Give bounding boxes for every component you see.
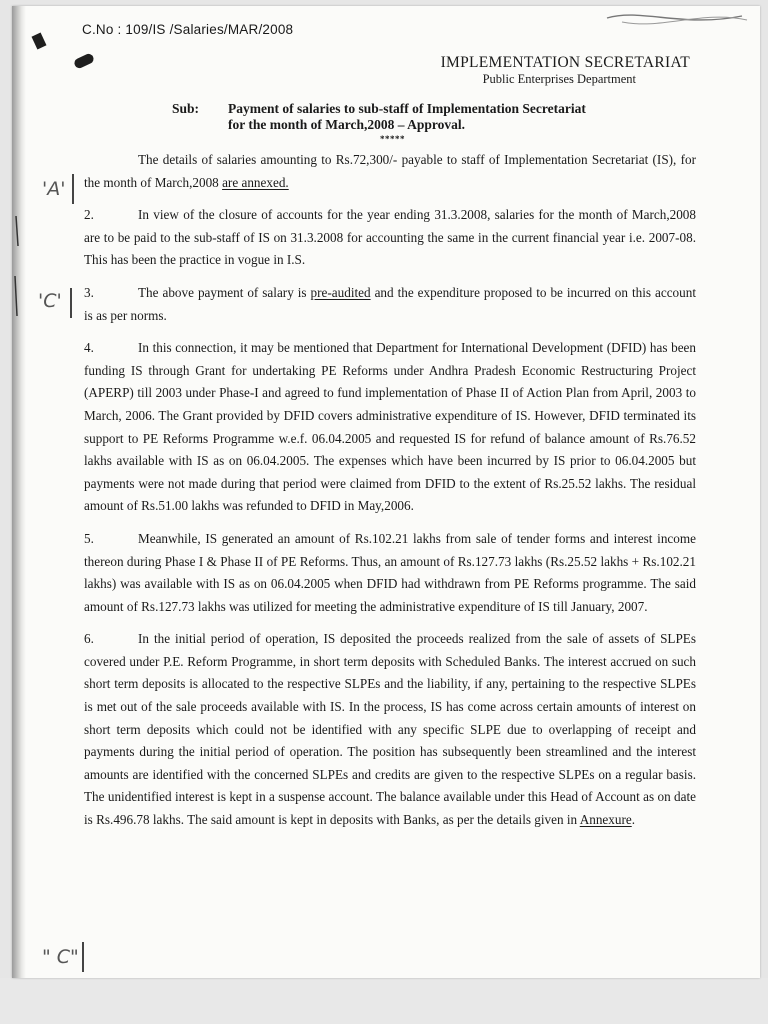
margin-note-c2: " C" [42, 946, 79, 968]
subject-block [172, 101, 692, 133]
paragraph-6-number: 6. [84, 631, 94, 647]
paragraph-3-underlined: pre-audited [310, 284, 371, 300]
paragraph-3-number: 3. [84, 284, 94, 300]
punch-hole-mid [73, 52, 95, 70]
paragraph-4-number: 4. [84, 340, 94, 356]
paragraph-3-text: The above payment of salary is [138, 284, 311, 300]
reference-number: C.No : 109/IS /Salaries/MAR/2008 [82, 22, 294, 37]
paragraph-3-text-end: and the expenditure proposed to be incurred on this account is as per norms. [84, 284, 696, 323]
margin-bar-c1 [70, 288, 72, 318]
binding-edge-shadow [12, 6, 26, 978]
margin-note-a: 'A' [42, 178, 66, 200]
department-name: Public Enterprises Department [482, 72, 636, 86]
margin-note-c1: 'C' [38, 290, 62, 312]
paragraph-1-underlined: are annexed. [222, 174, 289, 190]
paragraph-5-text: Meanwhile, IS generated an amount of Rs.102.21 lakhs from sale of tender forms and interest income thereon during Phase I & Phase II of PE Reforms. Thus, an amount of Rs.127.73 lakhs (Rs.25.52 lakhs + Rs.102.21 lakhs) was available with IS as on 06.04.2005 when DFID had withdrawn from PE Reforms programme. The said amount of Rs.127.73 lakhs was utilized for meeting the administrative expenditure of IS till January, 2007. [84, 530, 696, 614]
paragraph-3 [84, 282, 696, 327]
office-name: IMPLEMENTATION SECRETARIAT [440, 54, 690, 71]
paragraph-1-text: The details of salaries amounting to Rs.72,300/- payable to staff of Implementation Secretariat (IS), for the month of March,2008 [84, 152, 696, 190]
margin-bar-c2 [82, 942, 84, 972]
paragraph-6-underlined: Annexure [579, 812, 632, 828]
margin-bar-a [72, 174, 74, 204]
left-edge-marks-icon [12, 206, 26, 326]
paragraph-6-text-end: . [631, 812, 636, 828]
subject-line-1: Payment of salaries to sub-staff of Implementation Secretariat [228, 101, 586, 116]
scan-bottom-band [0, 978, 768, 1024]
document-page [12, 6, 760, 978]
top-right-scribble-icon [602, 6, 752, 36]
paragraph-2-text: In view of the closure of accounts for the year ending 31.3.2008, salaries for the month of March,2008 are to be paid to the sub-staff of IS on 31.3.2008 for accounting the same in the current financial year i.e. 2007-08. This has been the practice in vogue in I.S. [84, 207, 696, 268]
paragraph-6 [84, 628, 696, 831]
paragraph-5 [84, 528, 696, 618]
paragraph-4-text: In this connection, it may be mentioned that Department for International Development (DFID) has been funding IS through Grant for undertaking PE Reforms under Andhra Pradesh Economic Restructuring Project (APERP) till 2003 under Phase-I and agreed to fund implementation of Phase II of Action Plan from April, 2003 to March, 2006. The Grant provided by DFID covers administrative expenditure of IS. However, DFID terminated its support to PE Reforms Programme w.e.f. 06.04.2005 and requested IS for refund of balance amount of Rs.76.52 lakhs available with IS as on 06.04.2005. The expenses which have been incurred by IS prior to 06.04.2005 but payments were not made during that period were claimed from DFID to the extent of Rs.25.52 lakhs. The residual amount of Rs.51.00 lakhs was refunded to DFID in May,2006. [84, 340, 696, 514]
subject-separator: ***** [380, 134, 405, 144]
subject-line-2: for the month of March,2008 – Approval. [228, 117, 466, 132]
paragraph-5-number: 5. [84, 530, 94, 546]
paragraph-4 [84, 337, 696, 518]
punch-hole-top [32, 33, 47, 50]
paragraph-2 [84, 204, 696, 272]
subject-label: Sub: [172, 101, 200, 116]
paragraph-1 [84, 149, 696, 194]
paragraph-2-number: 2. [84, 207, 94, 223]
paragraph-6-text: In the initial period of operation, IS deposited the proceeds realized from the sale of assets of SLPEs covered under P.E. Reform Programme, in short term deposits with Scheduled Banks. The interest accrued on such short term deposits is allocated to the respective SLPEs and the liability, if any, pertaining to the respective SLPEs is met out of the sale proceeds available with IS. In the process, IS has come across certain amounts of interest on short term deposits which could not be identified with any specific SLPE due to overlapping of receipt and payments during the initial period of operation. The position has subsequently been streamlined and the interest amounts are identified with the concerned SLPEs and credits are given to the respective SLPEs on a regular basis. The unidentified interest is kept in a suspense account. The balance available under this Head of Account as on date is Rs.496.78 lakhs. The said amount is kept in deposits with Banks, as per the details given in [84, 631, 696, 828]
office-heading [441, 54, 690, 87]
document-body [84, 149, 696, 842]
